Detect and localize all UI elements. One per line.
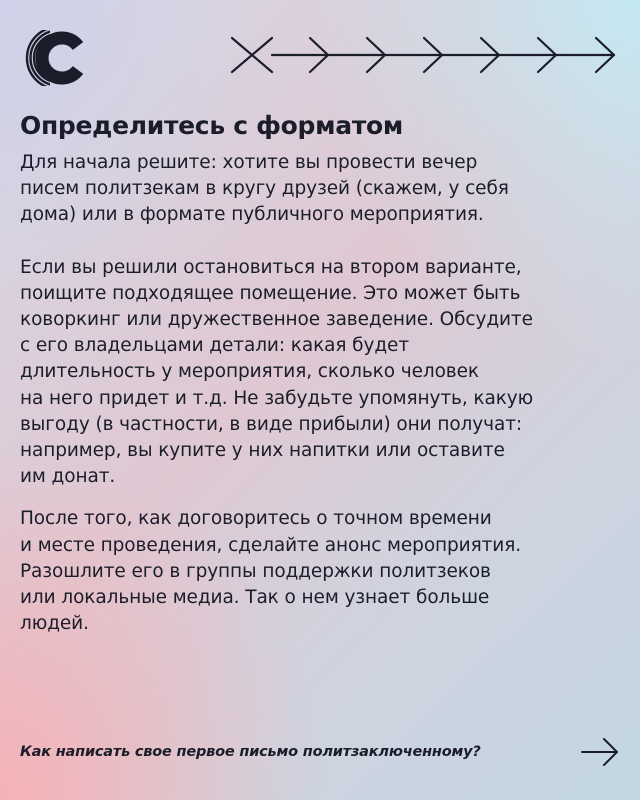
- arrow-right-icon: [385, 38, 442, 72]
- media-c-logo-icon: [20, 30, 88, 86]
- close-x-icon: [232, 38, 272, 72]
- body-paragraph: Для начала решите: хотите вы провести вечер писем политзекам в кругу друзей (скажем, у себя дома) или в формате публичного мероприятия.: [20, 152, 509, 226]
- arrow-right-icon: [272, 38, 328, 72]
- progress-arrows: [228, 34, 620, 76]
- arrow-right-icon: [499, 38, 556, 72]
- body-paragraph: После того, как договоритесь о точном времени и месте проведения, сделайте анонс мероприятия. Разошлите его в группы поддержки политзеков или локальные медиа. Так о нем узнает больше людей.: [20, 508, 522, 635]
- slide-body: [20, 150, 624, 637]
- arrow-right-icon: [328, 38, 385, 72]
- arrow-right-icon: [556, 38, 614, 72]
- slide-title: Определитесь с форматом: [20, 111, 404, 140]
- body-paragraph: Если вы решили остановиться на втором варианте, поищите подходящее помещение. Это может быть коворкинг или дружественное заведение. Обсудите с его владельцами детали: какая будет длительность у мероприятия, сколько человек на него придет и т.д. Не забудьте упомянуть, какую выгоду (в частности, в виде прибыли) они получат: например, вы купите у них напитки или оставите им донат.: [20, 256, 534, 488]
- next-slide-label: Как написать свое первое письмо политзаключенному?: [20, 744, 481, 760]
- arrow-right-icon[interactable]: [580, 734, 620, 770]
- next-slide-link[interactable]: [20, 734, 620, 770]
- arrow-right-icon: [442, 38, 499, 72]
